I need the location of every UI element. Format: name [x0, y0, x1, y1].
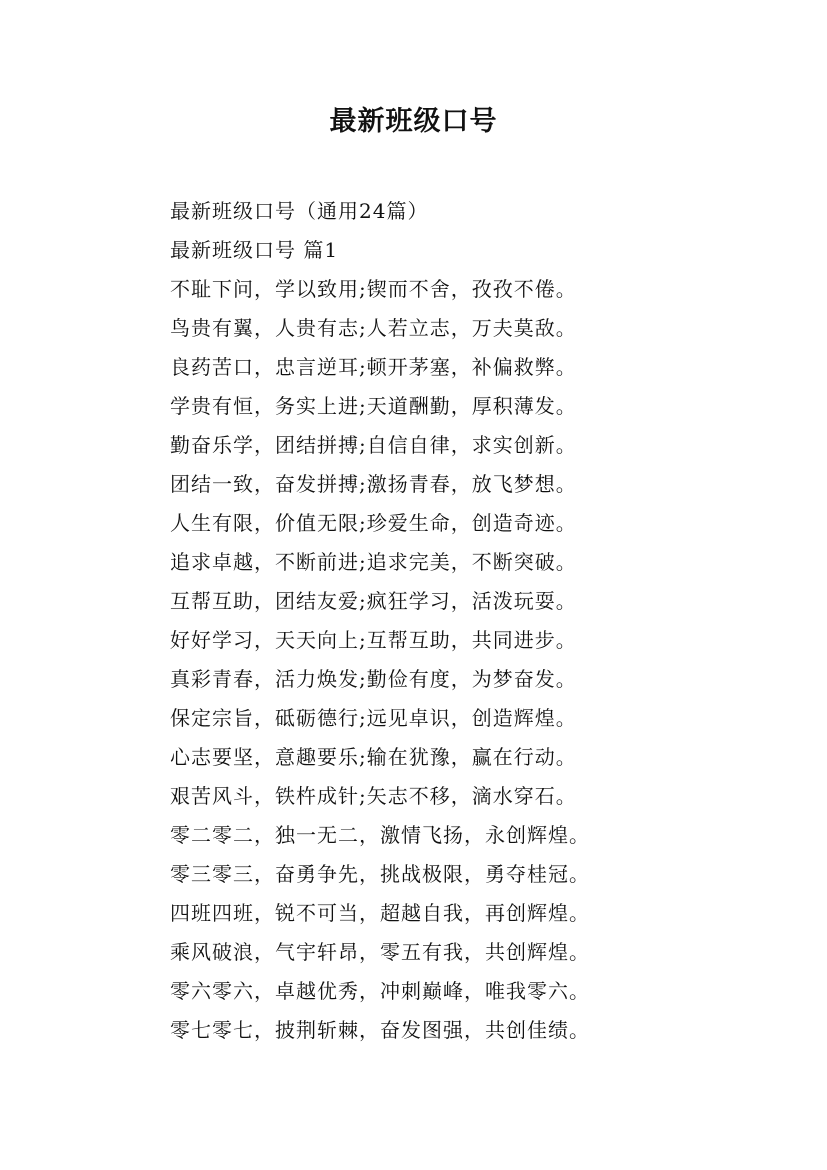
section-heading: 最新班级口号 篇1: [170, 238, 339, 262]
slogan-line: 零二零二，独一无二，激情飞扬，永创辉煌。: [170, 823, 590, 847]
document-title: 最新班级口号: [329, 106, 498, 137]
document-subtitle: 最新班级口号（通用24篇）: [170, 199, 429, 223]
slogan-line: 学贵有恒，务实上进;天道酬勤，厚积薄发。: [170, 394, 577, 418]
slogan-line: 零六零六，卓越优秀，冲刺巅峰，唯我零六。: [170, 979, 590, 1003]
slogan-line: 良药苦口，忠言逆耳;顿开茅塞，补偏救弊。: [170, 355, 577, 379]
document-body: [170, 196, 770, 1054]
slogan-line: 保定宗旨，砥砺德行;远见卓识，创造辉煌。: [170, 706, 577, 730]
slogan-line: 零七零七，披荆斩棘，奋发图强，共创佳绩。: [170, 1018, 590, 1042]
slogan-line: 勤奋乐学，团结拼搏;自信自律，求实创新。: [170, 433, 577, 457]
slogan-line: 团结一致，奋发拼搏;激扬青春，放飞梦想。: [170, 472, 577, 496]
slogan-line: 追求卓越，不断前进;追求完美，不断突破。: [170, 550, 577, 574]
slogan-line: 不耻下问，学以致用;锲而不舍，孜孜不倦。: [170, 277, 577, 301]
slogan-line: 好好学习，天天向上;互帮互助，共同进步。: [170, 628, 577, 652]
slogan-line: 人生有限，价值无限;珍爱生命，创造奇迹。: [170, 511, 577, 535]
slogan-line: 四班四班，锐不可当，超越自我，再创辉煌。: [170, 901, 590, 925]
slogan-line: 鸟贵有翼，人贵有志;人若立志，万夫莫敌。: [170, 316, 577, 340]
slogan-line: 真彩青春，活力焕发;勤俭有度，为梦奋发。: [170, 667, 577, 691]
slogan-line: 心志要坚，意趣要乐;输在犹豫，赢在行动。: [170, 745, 577, 769]
slogan-line: 零三零三，奋勇争先，挑战极限，勇夺桂冠。: [170, 862, 590, 886]
slogan-line: 互帮互助，团结友爱;疯狂学习，活泼玩耍。: [170, 589, 577, 613]
slogan-line: 乘风破浪，气宇轩昂，零五有我，共创辉煌。: [170, 940, 590, 964]
slogan-line: 艰苦风斗，铁杵成针;矢志不移，滴水穿石。: [170, 784, 577, 808]
